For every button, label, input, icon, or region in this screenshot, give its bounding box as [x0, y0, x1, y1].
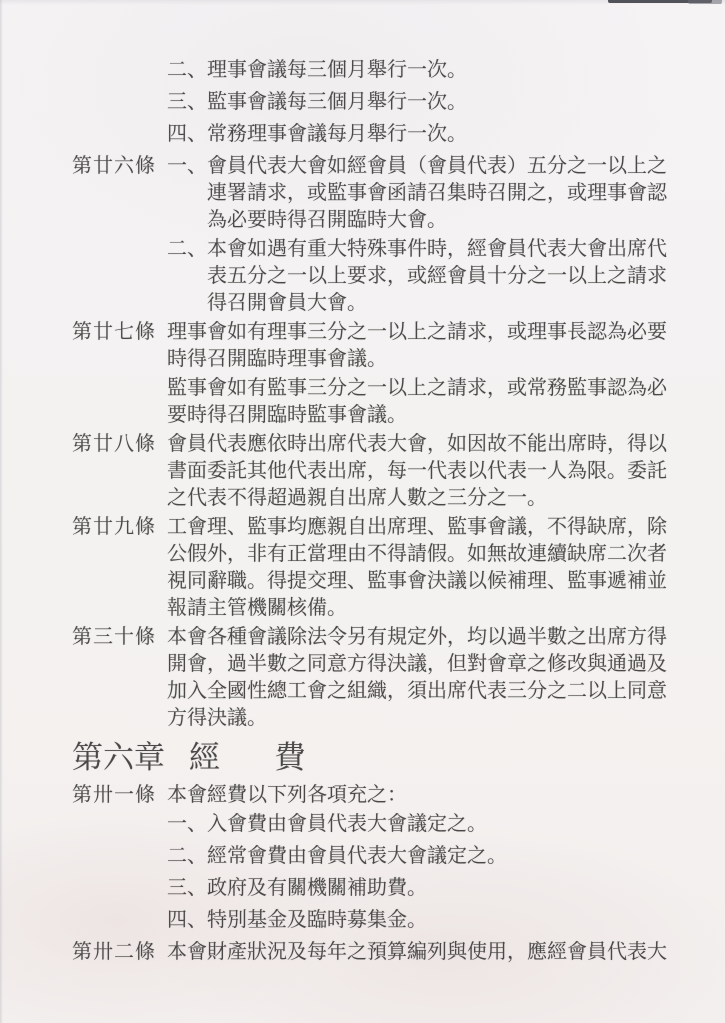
article-body [167, 89, 667, 116]
paragraph [167, 153, 667, 234]
article-number-label: 第廿八條 [72, 433, 156, 455]
chapter-title: 經 費 [189, 740, 318, 775]
article-body [167, 57, 667, 84]
article-row [72, 153, 667, 317]
paragraph [167, 236, 667, 317]
paragraph-text: 本會如遇有重大特殊事件時，經會員代表大會出席代表五分之一以上要求，或經會員十分之一以上之請求得召開會員大會。 [207, 238, 667, 314]
article-row [72, 939, 667, 966]
list-item-marker: 二、 [167, 238, 207, 260]
paragraph-text: 監事會議每三個月舉行一次。 [207, 91, 467, 113]
list-item-marker: 一、 [167, 155, 207, 177]
list-item-row [72, 811, 667, 838]
list-item-row [72, 843, 667, 870]
paragraph-list-item [167, 875, 667, 902]
article-body [167, 875, 667, 902]
article-body [167, 939, 667, 966]
paragraph-text: 特別基金及臨時募集金。 [207, 909, 427, 931]
list-item-marker: 一、 [167, 813, 207, 835]
article-row [72, 782, 667, 809]
article-row [72, 514, 667, 622]
article-row [72, 319, 667, 429]
article-number-label: 第三十條 [72, 626, 156, 648]
paragraph-list-item [167, 57, 667, 84]
list-item-row [72, 89, 667, 116]
paragraph-text: 理事會議每三個月舉行一次。 [207, 59, 467, 81]
article-number-label: 第卅二條 [72, 941, 156, 963]
article-number-label: 第廿七條 [72, 321, 156, 343]
article-body [167, 624, 667, 732]
paragraph-text: 經常會費由會員代表大會議定之。 [207, 845, 507, 867]
scan-edge-artifact [688, 0, 722, 4]
list-item-marker: 四、 [167, 123, 207, 145]
paragraph [167, 514, 667, 622]
paragraph-text: 本會經費以下列各項充之： [167, 784, 407, 806]
paragraph [167, 375, 667, 429]
article-body [167, 431, 667, 512]
list-item-row [72, 907, 667, 934]
document-content [72, 57, 667, 968]
list-item-marker: 三、 [167, 877, 207, 899]
list-item-marker: 四、 [167, 909, 207, 931]
list-item-row [72, 121, 667, 148]
paragraph-text: 會員代表應依時出席代表大會，如因故不能出席時，得以書面委託其他代表出席，每一代表以代表一人為限。委託之代表不得超過親自出席人數之三分之一。 [167, 433, 667, 509]
paragraph-list-item [167, 89, 667, 116]
article-number-label: 第廿九條 [72, 516, 156, 538]
list-item-marker: 二、 [167, 845, 207, 867]
paragraph-text: 監事會如有監事三分之一以上之請求，或常務監事認為必要時得召開臨時監事會議。 [167, 377, 667, 426]
article-number-label: 第卅一條 [72, 784, 156, 806]
paragraph [167, 319, 667, 373]
paragraph-list-item [167, 907, 667, 934]
paragraph-text: 本會財產狀況及每年之預算編列與使用，應經會員代表大 [167, 941, 667, 963]
list-item-row [72, 57, 667, 84]
list-item-row [72, 875, 667, 902]
paragraph-list-item [167, 811, 667, 838]
article-body [167, 319, 667, 429]
paragraph [167, 431, 667, 512]
chapter-heading-body [167, 739, 667, 777]
paragraph-text: 工會理、監事均應親自出席理、監事會議，不得缺席，除公假外，非有正當理由不得請假。如無故連續缺席二次者視同辭職。得提交理、監事會決議以候補理、監事遞補並報請主管機關核備。 [167, 516, 667, 619]
paragraph-text: 入會費由會員代表大會議定之。 [207, 813, 487, 835]
chapter-number-label: 第六章 [72, 740, 165, 775]
list-item-marker: 三、 [167, 91, 207, 113]
article-body [167, 121, 667, 148]
article-body [167, 153, 667, 317]
paragraph [167, 624, 667, 732]
paragraph [167, 782, 667, 809]
paragraph-text: 會員代表大會如經會員（會員代表）五分之一以上之連署請求，或監事會函請召集時召開之，或理事會認為必要時得召開臨時大會。 [207, 155, 667, 231]
paragraph-text: 本會各種會議除法令另有規定外，均以過半數之出席方得開會，過半數之同意方得決議，但對會章之修改與通過及加入全國性總工會之組織，須出席代表三分之二以上同意方得決議。 [167, 626, 667, 729]
article-body [167, 907, 667, 934]
paragraph-text: 政府及有關機關補助費。 [207, 877, 427, 899]
paragraph-list-item [167, 121, 667, 148]
paragraph [167, 939, 667, 966]
article-body [167, 811, 667, 838]
article-row [72, 431, 667, 512]
article-body [167, 782, 667, 809]
article-row [72, 624, 667, 732]
chapter-heading-row [72, 739, 667, 777]
article-body [167, 843, 667, 870]
list-item-marker: 二、 [167, 59, 207, 81]
paragraph-list-item [167, 843, 667, 870]
article-number-label: 第廿六條 [72, 155, 156, 177]
article-body [167, 514, 667, 622]
paragraph-text: 理事會如有理事三分之一以上之請求，或理事長認為必要時得召開臨時理事會議。 [167, 321, 667, 370]
paragraph-text: 常務理事會議每月舉行一次。 [207, 123, 467, 145]
